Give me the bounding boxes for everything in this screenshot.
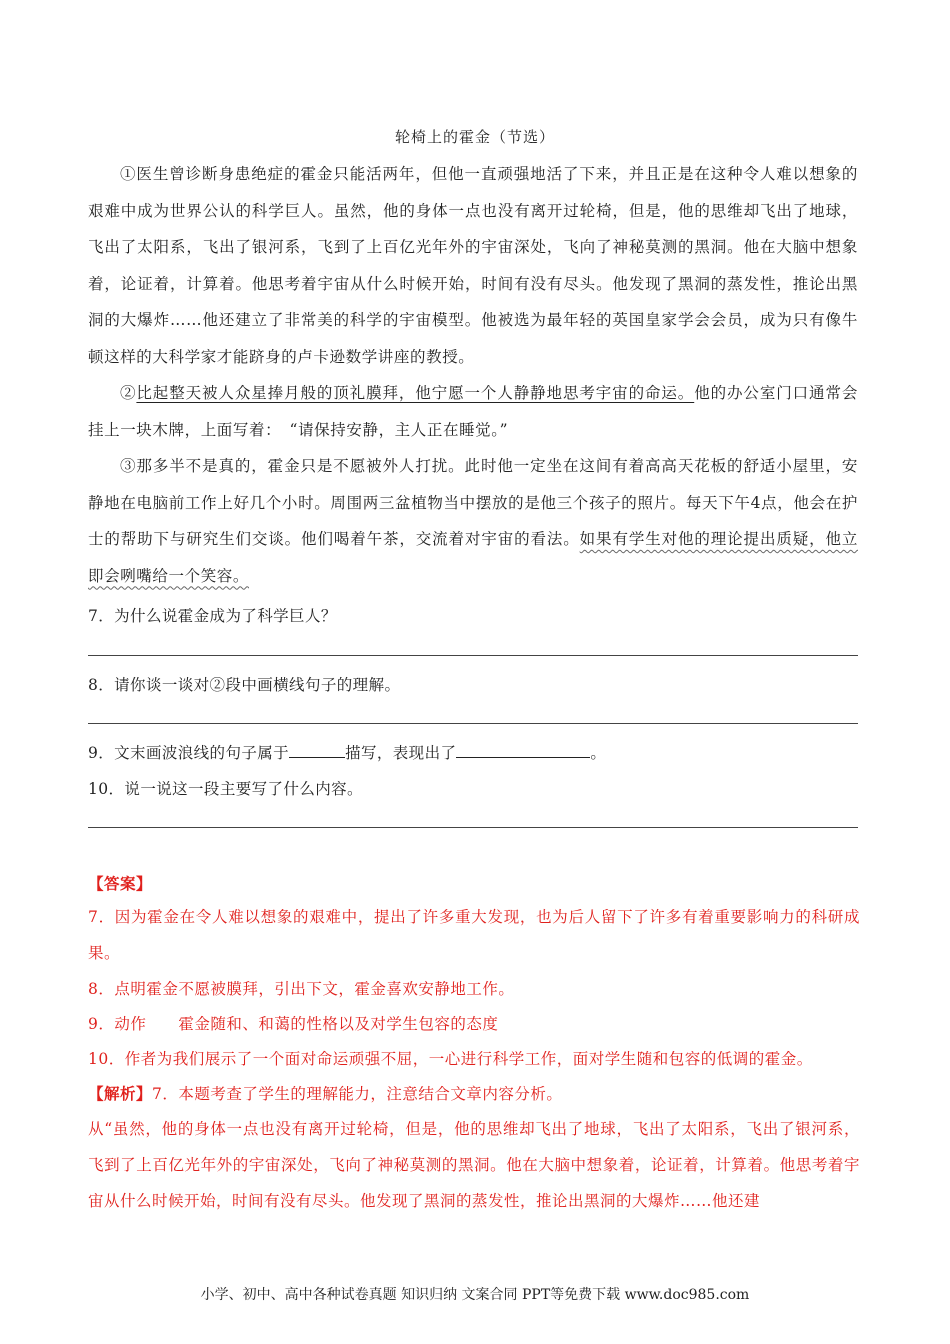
answer-line-10[interactable] (88, 827, 858, 828)
question-9-part-b: 描写，表现出了 (345, 744, 457, 762)
page-footer: 小学、初中、高中各种试卷真题 知识归纳 文案合同 PPT等免费下载 www.doc985.com (200, 1287, 750, 1303)
paragraph-1: ①医生曾诊断身患绝症的霍金只能活两年，但他一直顽强地活了下来，并且正是在这种令人难以想象的艰难中成为世界公认的科学巨人。虽然，他的身体一点也没有离开过轮椅，但是，他的思维却飞出了地球，飞出了太阳系，飞出了银河系，飞到了上百亿光年外的宇宙深处，飞向了神秘莫测的黑洞。他在大脑中想象着，论证着，计算着。他思考着宇宙从什么时候开始，时间有没有尽头。他发现了黑洞的蒸发性，推论出黑洞的大爆炸……他还建立了非常美的科学的宇宙模型。他被选为最年轻的英国皇家学会会员，成为只有像牛顿这样的大科学家才能跻身的卢卡逊数学讲座的教授。 (88, 165, 858, 366)
question-10: 10．说一说这一段主要写了什么内容。 (88, 780, 363, 798)
answer-7: 7．因为霍金在令人难以想象的艰难中，提出了许多重大发现，也为后人留下了许多有着重要影响力的科研成果。 (88, 908, 860, 962)
blank-9-1[interactable] (289, 743, 345, 758)
question-9 (88, 741, 606, 763)
answer-label: 【答案】 (88, 874, 153, 893)
answer-8: 8．点明霍金不愿被膜拜，引出下文，霍金喜欢安静地工作。 (88, 980, 515, 998)
paragraph-3-text: ③那多半不是真的，霍金只是不愿被外人打扰。此时他一定坐在这间有着高高天花板的舒适小屋里，安静地在电脑前工作上好几个小时。周围两三盆植物当中摆放的是他三个孩子的照片。每天下午4点，他会在护士的帮助下与研究生们交谈。他们喝着午茶，交流着对宇宙的看法。 (88, 457, 858, 548)
paragraph-3 (88, 448, 858, 594)
analysis-body: 从“虽然，他的身体一点也没有离开过轮椅，但是，他的思维却飞出了地球，飞出了太阳系，飞出了银河系，飞到了上百亿光年外的宇宙深处，飞向了神秘莫测的黑洞。他在大脑中想象着，论证着，计算着。他思考着宇宙从什么时候开始，时间有没有尽头。他发现了黑洞的蒸发性，推论出黑洞的大爆炸……他还建 (88, 1120, 860, 1210)
analysis-header (88, 1076, 860, 1112)
question-8: 8．请你谈一谈对②段中画横线句子的理解。 (88, 676, 401, 694)
question-9-part-c: 。 (590, 744, 607, 762)
answer-10: 10．作者为我们展示了一个面对命运顽强不屈，一心进行科学工作，面对学生随和包容的低调的霍金。 (88, 1050, 813, 1068)
paragraph-2-number: ② (120, 384, 137, 402)
question-9-part-a: 9．文末画波浪线的句子属于 (88, 744, 290, 762)
paragraph-2-rest: 他的办公室门口通常会挂上一块木牌，上面写着： “请保持安静，主人正在睡觉。” (88, 384, 858, 439)
analysis-first-line: 7．本题考查了学生的理解能力，注意结合文章内容分析。 (152, 1085, 563, 1103)
answer-9: 9．动作 霍金随和、和蔼的性格以及对学生包容的态度 (88, 1015, 499, 1033)
wavy-underlined-sentence: 如果有学生对他的理论提出质疑，他立即会咧嘴给一个笑容。 (88, 530, 858, 585)
answer-line-7[interactable] (88, 655, 858, 656)
underlined-sentence: 比起整天被人众星捧月般的顶礼膜拜，他宁愿一个人静静地思考宇宙的命运。 (136, 384, 695, 402)
question-7: 7．为什么说霍金成为了科学巨人？ (88, 607, 337, 625)
answer-line-8[interactable] (88, 723, 858, 724)
blank-9-2[interactable] (456, 743, 590, 758)
analysis-label: 【解析】 (88, 1084, 153, 1103)
paragraph-2 (88, 375, 858, 448)
passage-title: 轮椅上的霍金（节选） (394, 128, 555, 146)
